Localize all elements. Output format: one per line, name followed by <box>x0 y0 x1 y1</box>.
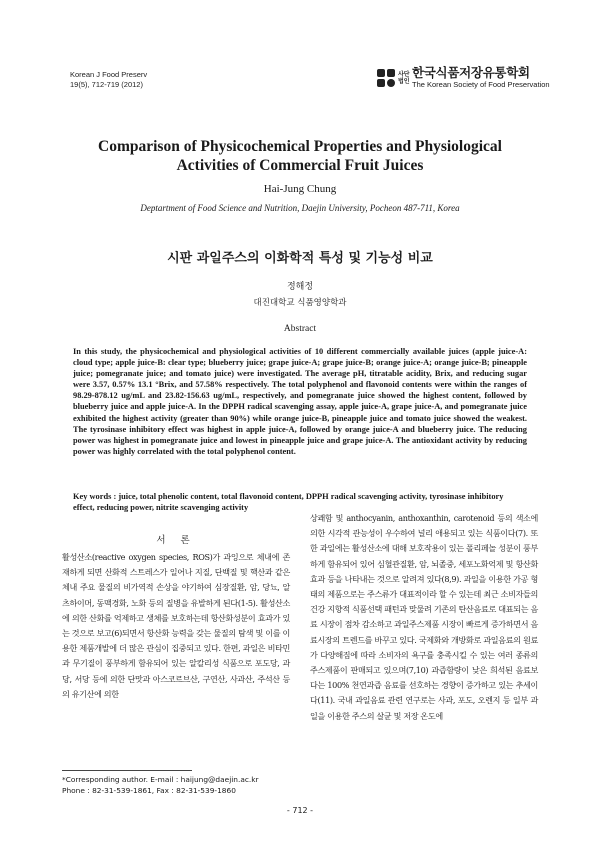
society-logo <box>377 66 550 90</box>
abstract-text: In this study, the physicochemical and physiological activities of 10 different commercially available juices (apple juice-A: cloud type; apple juice-B: clear type; blueberry juice; grape juice-A; grape juice-B; orange juice-A; orange juice-B; pineapple juice; pomegranate juice; and tomato juice) were investigated. The average pH, titratable acidity, Brix, and reducing sugar were 3.57, 0.57% 13.1 °Brix, and 57.58% respectively. The total polyphenol and flavonoid contents were within the ranges of 98.29-878.12 ug/mL and 23.82-156.63 ug/mL, respectively, and pomegranate juice showed the highest content, followed by blueberry juice and apple juice-A. In the DPPH radical scavenging assay, apple juice-A, grape juice-A, and pomegranate juice exhibited the highest activity (greater than 90%) while orange juice-B, pineapple juice and tomato juice showed the weakest. The tyrosinase inhibitory effect was highest in apple juice-A, followed by orange juice-A and blueberry juice. The reducing power was highest in pomegranate juice and lowest in pineapple juice and grape juice-A. The antioxidant activity by reducing power was highly correlated with the total polyphenol content. <box>73 347 527 456</box>
korean-affiliation: 대진대학교 식품영양학과 <box>253 298 347 308</box>
footnote-phone: Phone : 82-31-539-1861, Fax : 82-31-539-1860 <box>62 786 236 795</box>
author-name: Hai-Jung Chung <box>263 183 337 195</box>
section-heading-introduction: 서 론 <box>156 535 196 546</box>
korean-author: 정해정 <box>286 282 314 292</box>
society-english-name: The Korean Society of Food Preservation <box>412 80 550 89</box>
korean-title: 시판 과일주스의 이화학적 특성 및 기능성 비교 <box>167 251 433 266</box>
journal-citation <box>70 70 147 90</box>
society-korean-name: 한국식품저장유통학회 <box>412 65 530 80</box>
keywords: Key words : juice, total phenolic content, total flavonoid content, DPPH radical scavenging activity, tyrosinase inhibitory effect, reducing power, nitrite scavenging activity <box>73 492 504 513</box>
body-column-left: 활성산소(reactive oxygen species, ROS)가 과잉으로 체내에 존재하게 되면 산화적 스트레스가 일어나 지질, 단백질 및 핵산과 같은 체내 주요 물질의 비가역적 손상을 야기하여 심장질환, 암, 당뇨, 알츠하이머, 동맥경화, 노화 등의 질병을 유발하게 된다(1-5). 활성산소에 의한 산화를 억제하고 생체를 보호하는데 항산화성분이 효과가 있는 것으로 보고(6)되면서 항산화 능력을 갖는 물질의 탐색 및 이를 이용한 제품개발에 더 많은 관심이 집중되고 있다. 한편, 과일은 비타민과 무기질이 풍부하게 함유되어 있는 알칼리성 식품으로 포도당, 과당, 서당 등에 의한 단맛과 아스코르브산, 구연산, 사과산, 주석산 등의 유기산에 의한 <box>62 552 290 699</box>
journal-name: Korean J Food Preserv <box>70 70 148 79</box>
society-tag: 사단법인 <box>398 71 410 85</box>
footnote-divider <box>62 770 192 771</box>
paper-title-line1: Comparison of Physicochemical Properties and Physiological <box>98 138 502 155</box>
page-number: - 712 - <box>286 806 314 815</box>
journal-volume: 19(5), 712-719 (2012) <box>70 80 143 89</box>
paper-title-line2: Activities of Commercial Fruit Juices <box>176 157 424 174</box>
footnote <box>62 774 302 796</box>
footnote-email: *Corresponding author. E-mail : haijung@daejin.ac.kr <box>62 775 259 784</box>
abstract-heading: Abstract <box>283 324 317 334</box>
paper-title <box>60 137 540 175</box>
body-column-right: 상쾌함 및 anthocyanin, anthoxanthin, carotenoid 등의 색소에 의한 시각적 관능성이 우수하여 널리 애용되고 있는 식품이다(7). 또한 과일에는 활성산소에 대해 보호작용이 있는 폴리페놀 성분이 풍부하게 함유되어 있어 심혈관질환, 암, 뇌졸중, 세포노화억제 및 항산화 효과 등을 나타내는 것으로 알려져 있다(8,9). 과일을 이용한 가공 형태의 제품으로는 주스류가 대표적이라 할 수 있는데 최근 소비자들의 건강 지향적 식품선택 패턴과 맞물려 기존의 탄산음료로 대표되는 음료 시장이 점차 감소하고 과일주스제품 시장이 빠르게 증가하면서 음료시장의 트렌드를 바꾸고 있다. 국제화와 개방화로 과일음료의 원료가 다양해짐에 따라 소비자의 욕구를 충족시킬 수 있는 여러 종류의 주스제품이 판매되고 있으며(7,10) 과즙함량이 낮은 희석된 음료보다는 100% 천연과즙 음료를 선호하는 경향이 증가하고 있는 추세이다(11). 국내 과일음료 관련 연구로는 사과, 포도, 오렌지 등 일부 과일을 이용한 주스의 살균 및 저장 온도에 <box>310 513 538 721</box>
author-affiliation: Deptartment of Food Science and Nutrition, Daejin University, Pocheon 487-711, Korea <box>140 203 460 213</box>
society-emblem-icon <box>377 69 395 87</box>
